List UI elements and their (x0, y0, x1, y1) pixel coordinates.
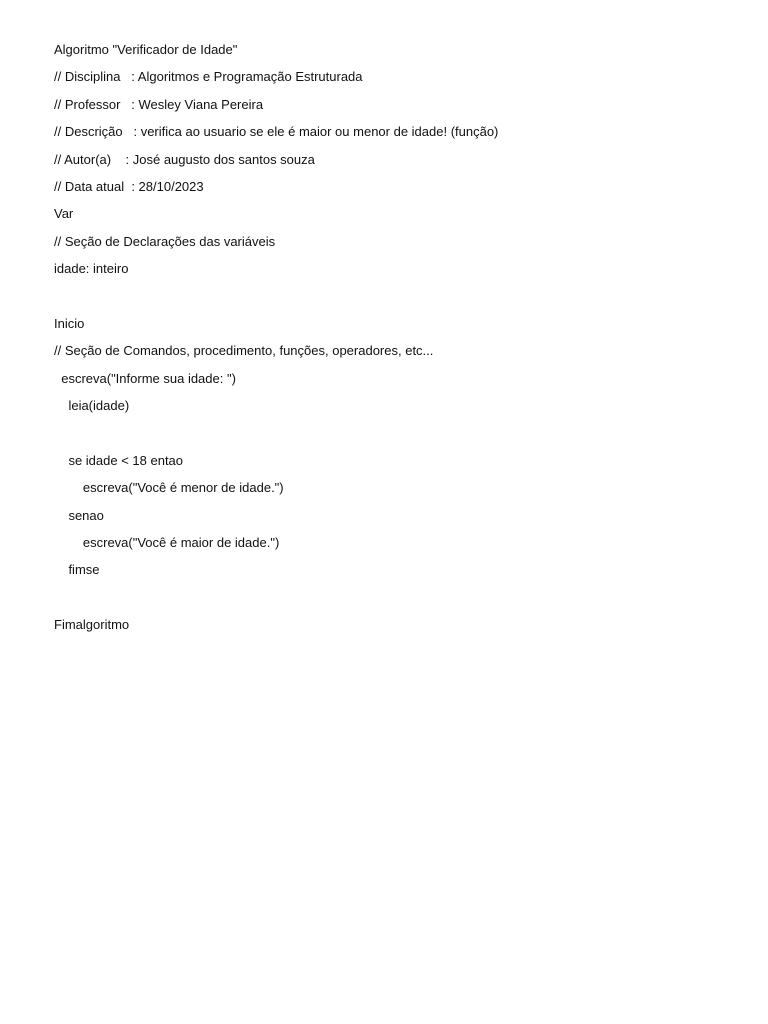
inicio-keyword: Inicio (54, 315, 85, 331)
comment-professor: // Professor : Wesley Viana Pereira (54, 96, 264, 112)
code-line-escreva-prompt: escreva("Informe sua idade: ") (54, 370, 236, 386)
comment-date: // Data atual : 28/10/2023 (54, 178, 204, 194)
comment-discipline: // Disciplina : Algoritmos e Programação Estruturada (54, 69, 363, 85)
fimalgoritmo-keyword: Fimalgoritmo (54, 617, 130, 633)
comment-author: // Autor(a) : José augusto dos santos souza (54, 151, 315, 167)
algorithm-text (54, 40, 714, 643)
comment-commands: // Seção de Comandos, procedimento, funções, operadores, etc... (54, 343, 434, 359)
code-line-escreva-menor: escreva("Você é menor de idade.") (54, 480, 284, 496)
comment-description: // Descrição : verifica ao usuario se ele é maior ou menor de idade! (função) (54, 124, 499, 140)
algorithm-title: Algoritmo "Verificador de Idade" (54, 42, 238, 57)
code-line-senao: senao (54, 507, 104, 523)
blank-line (54, 588, 714, 615)
code-line-leia: leia(idade) (54, 398, 130, 414)
blank-line (54, 423, 714, 450)
code-line-fimse: fimse (54, 562, 100, 578)
blank-line (54, 287, 714, 314)
var-keyword: Var (54, 206, 74, 222)
comment-declarations: // Seção de Declarações das variáveis (54, 233, 276, 249)
variable-declaration: idade: inteiro (54, 261, 129, 277)
code-line-escreva-maior: escreva("Você é maior de idade.") (54, 535, 280, 551)
code-line-se: se idade < 18 entao (54, 452, 184, 468)
